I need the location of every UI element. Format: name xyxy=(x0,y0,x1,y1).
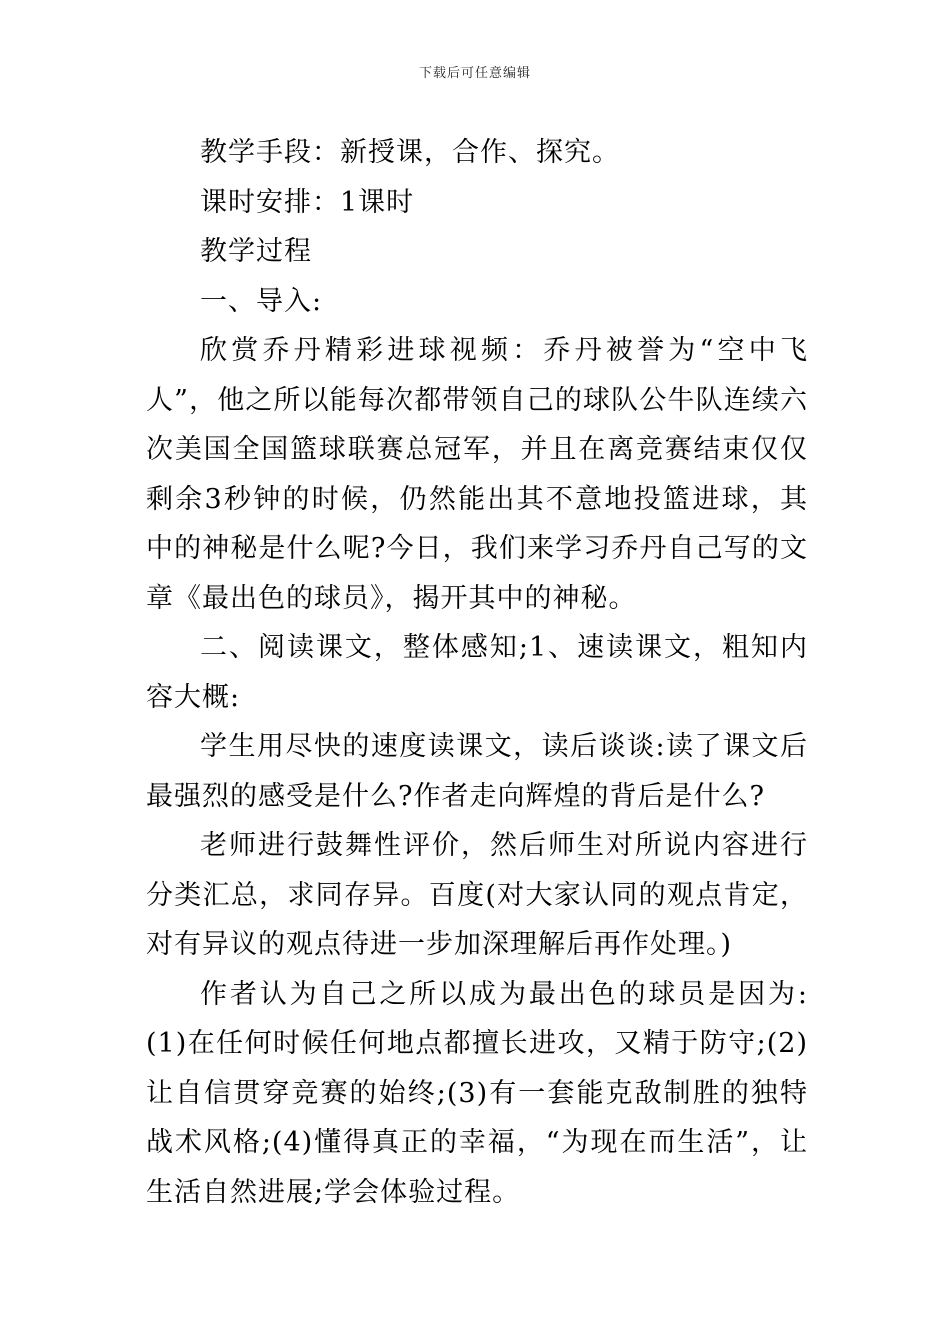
paragraph-introduction-text: 欣赏乔丹精彩进球视频：乔丹被誉为“空中飞人”，他之所以能每次都带领自己的球队公牛队连续六次美国全国篮球联赛总冠军，并且在离竞赛结束仅仅剩余3秒钟的时候，仍然能出其不意地投篮进球，其中的神秘是什么呢?今日，我们来学习乔丹自己写的文章《最出色的球员》，揭开其中的神秘。 xyxy=(146,335,808,614)
paragraph-reading-heading: 二、阅读课文，整体感知;1、速读课文，粗知内容大概: xyxy=(146,632,808,713)
paragraph-class-schedule: 课时安排：1课时 xyxy=(200,186,415,218)
paragraph-teacher-evaluation: 老师进行鼓舞性评价，然后师生对所说内容进行分类汇总，求同存异。百度(对大家认同的观点肯定，对有异议的观点待进一步加深理解后再作处理。) xyxy=(146,830,808,960)
document-body xyxy=(146,128,808,1217)
paragraph-teaching-method: 教学手段：新授课，合作、探究。 xyxy=(200,137,620,168)
paragraph-author-reasons: 作者认为自己之所以成为最出色的球员是因为:(1)在任何时候任何地点都擅长进攻，又精于防守;(2)让自信贯穿竞赛的始终;(3)有一套能克敌制胜的独特战术风格;(4)懂得真正的幸福，“为现在而生活”，让生活自然进展;学会体验过程。 xyxy=(146,978,808,1208)
paragraph-introduction-heading: 一、导入: xyxy=(200,285,323,317)
paragraph-student-reading: 学生用尽快的速度读课文，读后谈谈:读了课文后最强烈的感受是什么?作者走向辉煌的背后是什么? xyxy=(146,731,808,812)
paragraph-teaching-process-heading: 教学过程 xyxy=(200,236,312,267)
page-header-note: 下载后可任意编辑 xyxy=(418,66,531,81)
